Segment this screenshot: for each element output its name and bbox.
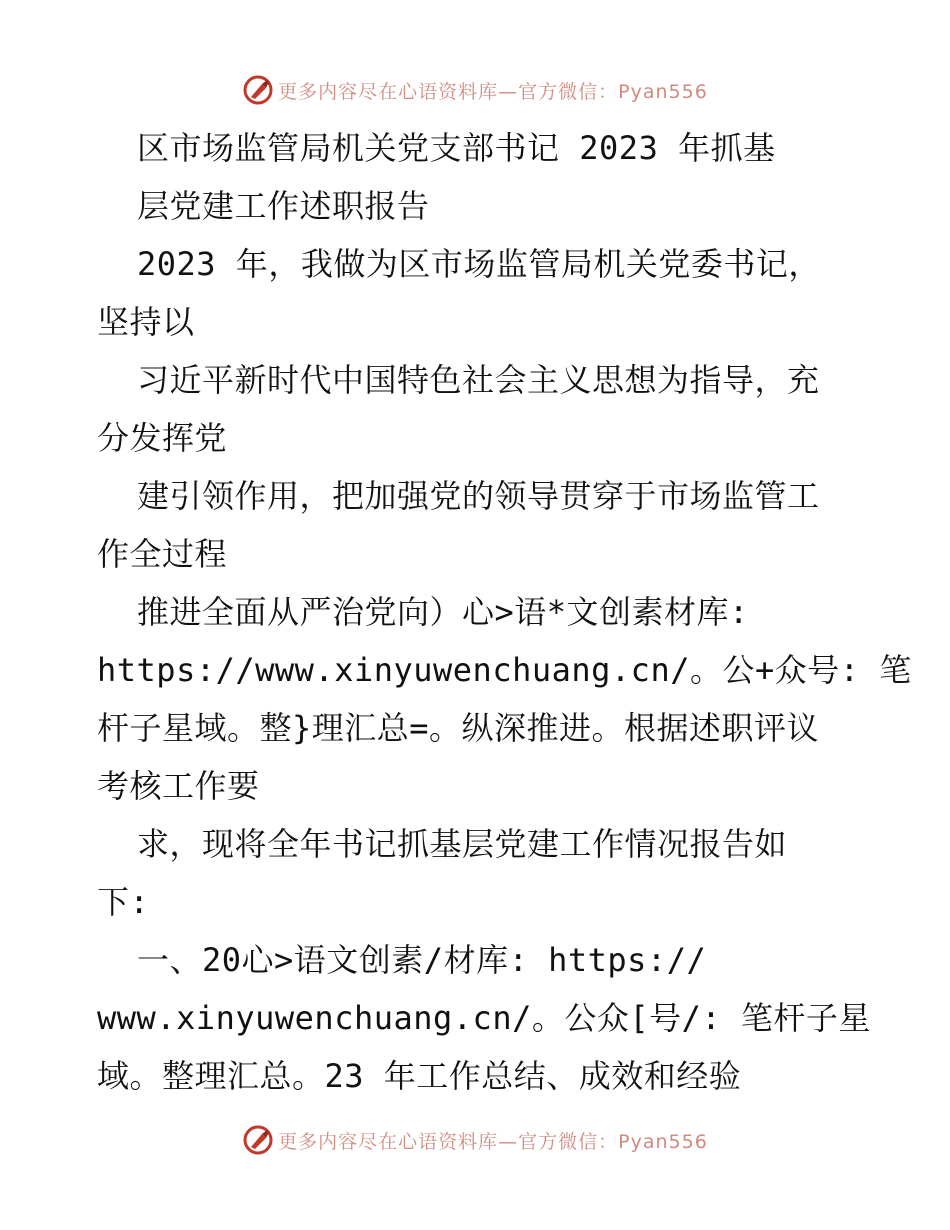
text-line: 域。整理汇总。23 年工作总结、成效和经验 (97, 1057, 742, 1095)
text-line: 杆子星域。整}理汇总=。纵深推进。根据述职评议 (97, 709, 820, 747)
text-line: 坚持以 (97, 303, 195, 341)
text-line: 分发挥党 (97, 419, 228, 457)
text-line: 作全过程 (97, 535, 228, 573)
text-line: www.xinyuwenchuang.cn/。公众[号/: 笔杆子星 (97, 999, 871, 1037)
text-line: 建引领作用，把加强党的领导贯穿于市场监管工 (137, 477, 820, 515)
text-line: 下: (97, 883, 150, 921)
watermark-banner-top (0, 70, 950, 110)
watermark-text: 更多内容尽在心语资料库—官方微信：Pyan556 (278, 1130, 708, 1153)
title-line-2: 层党建工作述职报告 (137, 187, 430, 225)
title-line-1: 区市场监管局机关党支部书记 2023 年抓基 (137, 129, 776, 167)
pen-nib-icon (242, 74, 274, 106)
text-line: 习近平新时代中国特色社会主义思想为指导，充 (137, 361, 820, 399)
pen-nib-icon (242, 1124, 274, 1156)
text-line: 2023 年，我做为区市场监管局机关党委书记， (137, 245, 821, 283)
text-line: 推进全面从严治党向）心>语*文创素材库: (137, 593, 749, 631)
text-line: 考核工作要 (97, 767, 260, 805)
watermark-banner-bottom (0, 1120, 950, 1160)
section-heading-line: 一、20心>语文创素/材库: https:// (137, 941, 707, 979)
text-line: https://www.xinyuwenchuang.cn/。公+众号: 笔 (97, 651, 912, 689)
watermark-text: 更多内容尽在心语资料库—官方微信：Pyan556 (278, 80, 708, 103)
text-line: 求，现将全年书记抓基层党建工作情况报告如 (137, 825, 788, 863)
